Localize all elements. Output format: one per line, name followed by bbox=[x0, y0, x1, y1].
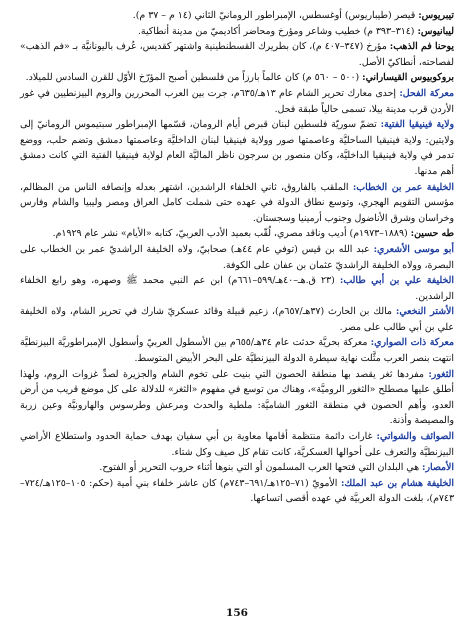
entry-term: معركة ذات الصواري: bbox=[370, 337, 454, 349]
glossary-entries bbox=[20, 8, 454, 507]
entry-definition: إحدى معارك تحرير الشام عام ١٣هـ/٦٣٥م، جرت بين العرب المحررين والروم البيزنطيين في غور الأردن قرب مدينة بيلا، تسمى حالياً طبقة فحل. bbox=[20, 87, 454, 115]
glossary-entry bbox=[20, 39, 454, 70]
entry-definition: (٣١٤–٣٩٣ م) خطيب وشاعر ومؤرخ ومحاضر أكاديميّ من مدينة أنطاكية. bbox=[137, 25, 418, 37]
glossary-entry bbox=[20, 476, 454, 507]
entry-definition: عبد الله بن قيس (توفي عام ٤٤هـ) صحابيّ، ولاه الخليفة الراشديّ عمر بن الخطاب على البصرة، وولاه الخليفة الراشديّ عثمان بن عفان على الكوفة. bbox=[20, 243, 454, 271]
entry-definition: (١٨٨٩–١٩٧٣م) أديب وناقد مصري، لُقّب بعميد الأدب العربيّ، كتابه «الأيام» نشر عام ١٩٢٩م. bbox=[52, 228, 411, 240]
glossary-entry bbox=[20, 24, 454, 40]
glossary-entry bbox=[20, 367, 454, 429]
entry-term: الثغور: bbox=[428, 368, 454, 380]
entry-definition: قيصر (طيباريوس) أوغسطس، الإمبراطور الرومانيّ الثاني (١٤ م – ٣٧ م). bbox=[132, 10, 419, 21]
glossary-entry bbox=[20, 304, 454, 335]
entry-term: الخليفة هشام بن عبد الملك: bbox=[340, 477, 454, 489]
entry-term: يوحنا فم الذهب: bbox=[389, 41, 454, 53]
glossary-entry bbox=[20, 273, 454, 304]
glossary-entry bbox=[20, 117, 454, 179]
entry-term: أبو موسى الأشعري: bbox=[373, 243, 454, 255]
entry-definition: مفردها ثغر يقصد بها منطقة الحصون التي بنيت على تخوم الشام والجزيرة لصدِّ غزوات الروم، ولهذا أطلق عليها مصطلح «الثغور الروميَّة»، وهناك من توسع في مفهوم «الثغر» للدلالة على كل موضع قريب من أرض العدو، وأهم الحصون في منطقة الثغور الشاميَّة: ملطية والحدث ومرعش وطرسوس والهارونيَّة وعين زربة والمصيصة وأذنة. bbox=[20, 368, 454, 427]
glossary-entry bbox=[20, 242, 454, 273]
entry-definition: مالك بن الحارث (٣٧هـ/٦٥٧م)، زعيم قبيلة وقائد عسكريّ شارك في تحرير الشام، ولاه الخليفة علي بن أبي طالب على مصر. bbox=[20, 306, 454, 333]
page-number: 156 bbox=[226, 607, 248, 619]
entry-term: الخليفة علي بن أبي طالب: bbox=[339, 275, 454, 287]
glossary-entry bbox=[20, 8, 454, 24]
entry-definition: تضمّ سوريّة فلسطين لبنان قبرص أيام الرومان، قسّمها الإمبراطور سبتيموس الرومانيّ إلى ولايتين: ولاية فينيقيا الساحليَّة وعاصمتها صور وولاية فينيقيا لبنان الداخليَّة وعاصمتها دمشق وتضم حلب، ووضع تدمر في ولاية فينيقيا الداخليَّة، وكان منصور بن سرجون ناظر الماليَّة العام لولاية فينيقيا الفتية التي كانت دمشق أهم مدنها. bbox=[20, 119, 454, 177]
entry-definition: معركة بحريَّة حدثت عام ٣٤هـ/٦٥٥م بين الأسطول العربيّ وأسطول الإمبراطوريَّة البيزنطيَّة انتهت بنصر العرب مثَّلت نهاية سيطرة الدولة البيزنطيَّة على البحر الأبيض المتوسط. bbox=[20, 337, 454, 365]
glossary-entry bbox=[20, 86, 454, 117]
entry-definition: الملقب بالفاروق، ثاني الخلفاء الراشدين، اشتهر بعدله وإنصافه الناس من المظالم، مؤسس التقويم الهجري، وتوسع نطاق الدولة في عهده حتى شملت كامل العراق ومصر وليبيا والشام وفارس وخراسان وشرق الأناضول وجنوب أرمينيا وسجستان. bbox=[20, 181, 454, 224]
entry-term: الأمصار: bbox=[422, 462, 454, 474]
glossary-entry bbox=[20, 429, 454, 460]
entry-term: الصوائف والشواتي: bbox=[376, 431, 454, 443]
glossary-entry bbox=[20, 180, 454, 227]
entry-term: ولاية فينيقيا الفتية: bbox=[380, 119, 454, 131]
entry-definition: غارات دائمة منتظمة أقامها معاوية بن أبي سفيان بهدف حماية الحدود واستطلاع الأراضي البيزنطيَّة والتعرف على أحوالها العسكريَّة، كانت تقام كل صيف وكل شتاء. bbox=[20, 431, 454, 458]
entry-definition: الأمويّ (٧١–١٢٥هـ/٦٩١–٧٤٣م) كان عاشر خلفاء بني أمية (حكم: ١٠٥–١٢٥هـ/٧٢٤–٧٤٣م)، بلغت الدولة العربيَّة في عهده أقصى اتساعها. bbox=[20, 477, 454, 505]
entry-definition: (٢٣ ق.هـ–٤٠هـ/٥٩٩–٦٦١م) ابن عم النبي محمد ﷺ وصهره، وهو رابع الخلفاء الراشدين. bbox=[20, 275, 454, 302]
glossary-entry bbox=[20, 70, 454, 86]
entry-term: طه حسين: bbox=[410, 228, 454, 240]
entry-term: معركة الفحل: bbox=[399, 87, 454, 99]
entry-term: الخليفة عمر بن الخطاب: bbox=[352, 181, 454, 193]
glossary-entry bbox=[20, 335, 454, 366]
glossary-entry bbox=[20, 460, 454, 476]
entry-definition: (٥٠٠ – ٥٦٠ م) كان عالماً بارزاً من فلسطين أصبح المؤرّخ الأوّل للقرن السادس للميلاد. bbox=[25, 72, 363, 84]
entry-term: تيبريوس: bbox=[418, 10, 454, 21]
entry-definition: هي البلدان التي فتحها العرب المسلمون أو التي بنوها أثناء حروب التحرير أو الفتوح. bbox=[99, 462, 423, 474]
entry-term: بروكوبيوس القيساراني: bbox=[362, 72, 454, 84]
entry-definition: مؤرخ (٣٤٧–٤٠٧ م)، كان بطريرك القسطنطينية واشتهر كقديس، عُرف باليونانيَّة بـ «فم الذهب» لفصاحته، أنطاكيّ الأصل. bbox=[20, 41, 454, 68]
glossary-entry bbox=[20, 226, 454, 242]
entry-term: الأشتر النخعي: bbox=[395, 306, 454, 318]
entry-term: ليبانيوس: bbox=[417, 25, 454, 37]
